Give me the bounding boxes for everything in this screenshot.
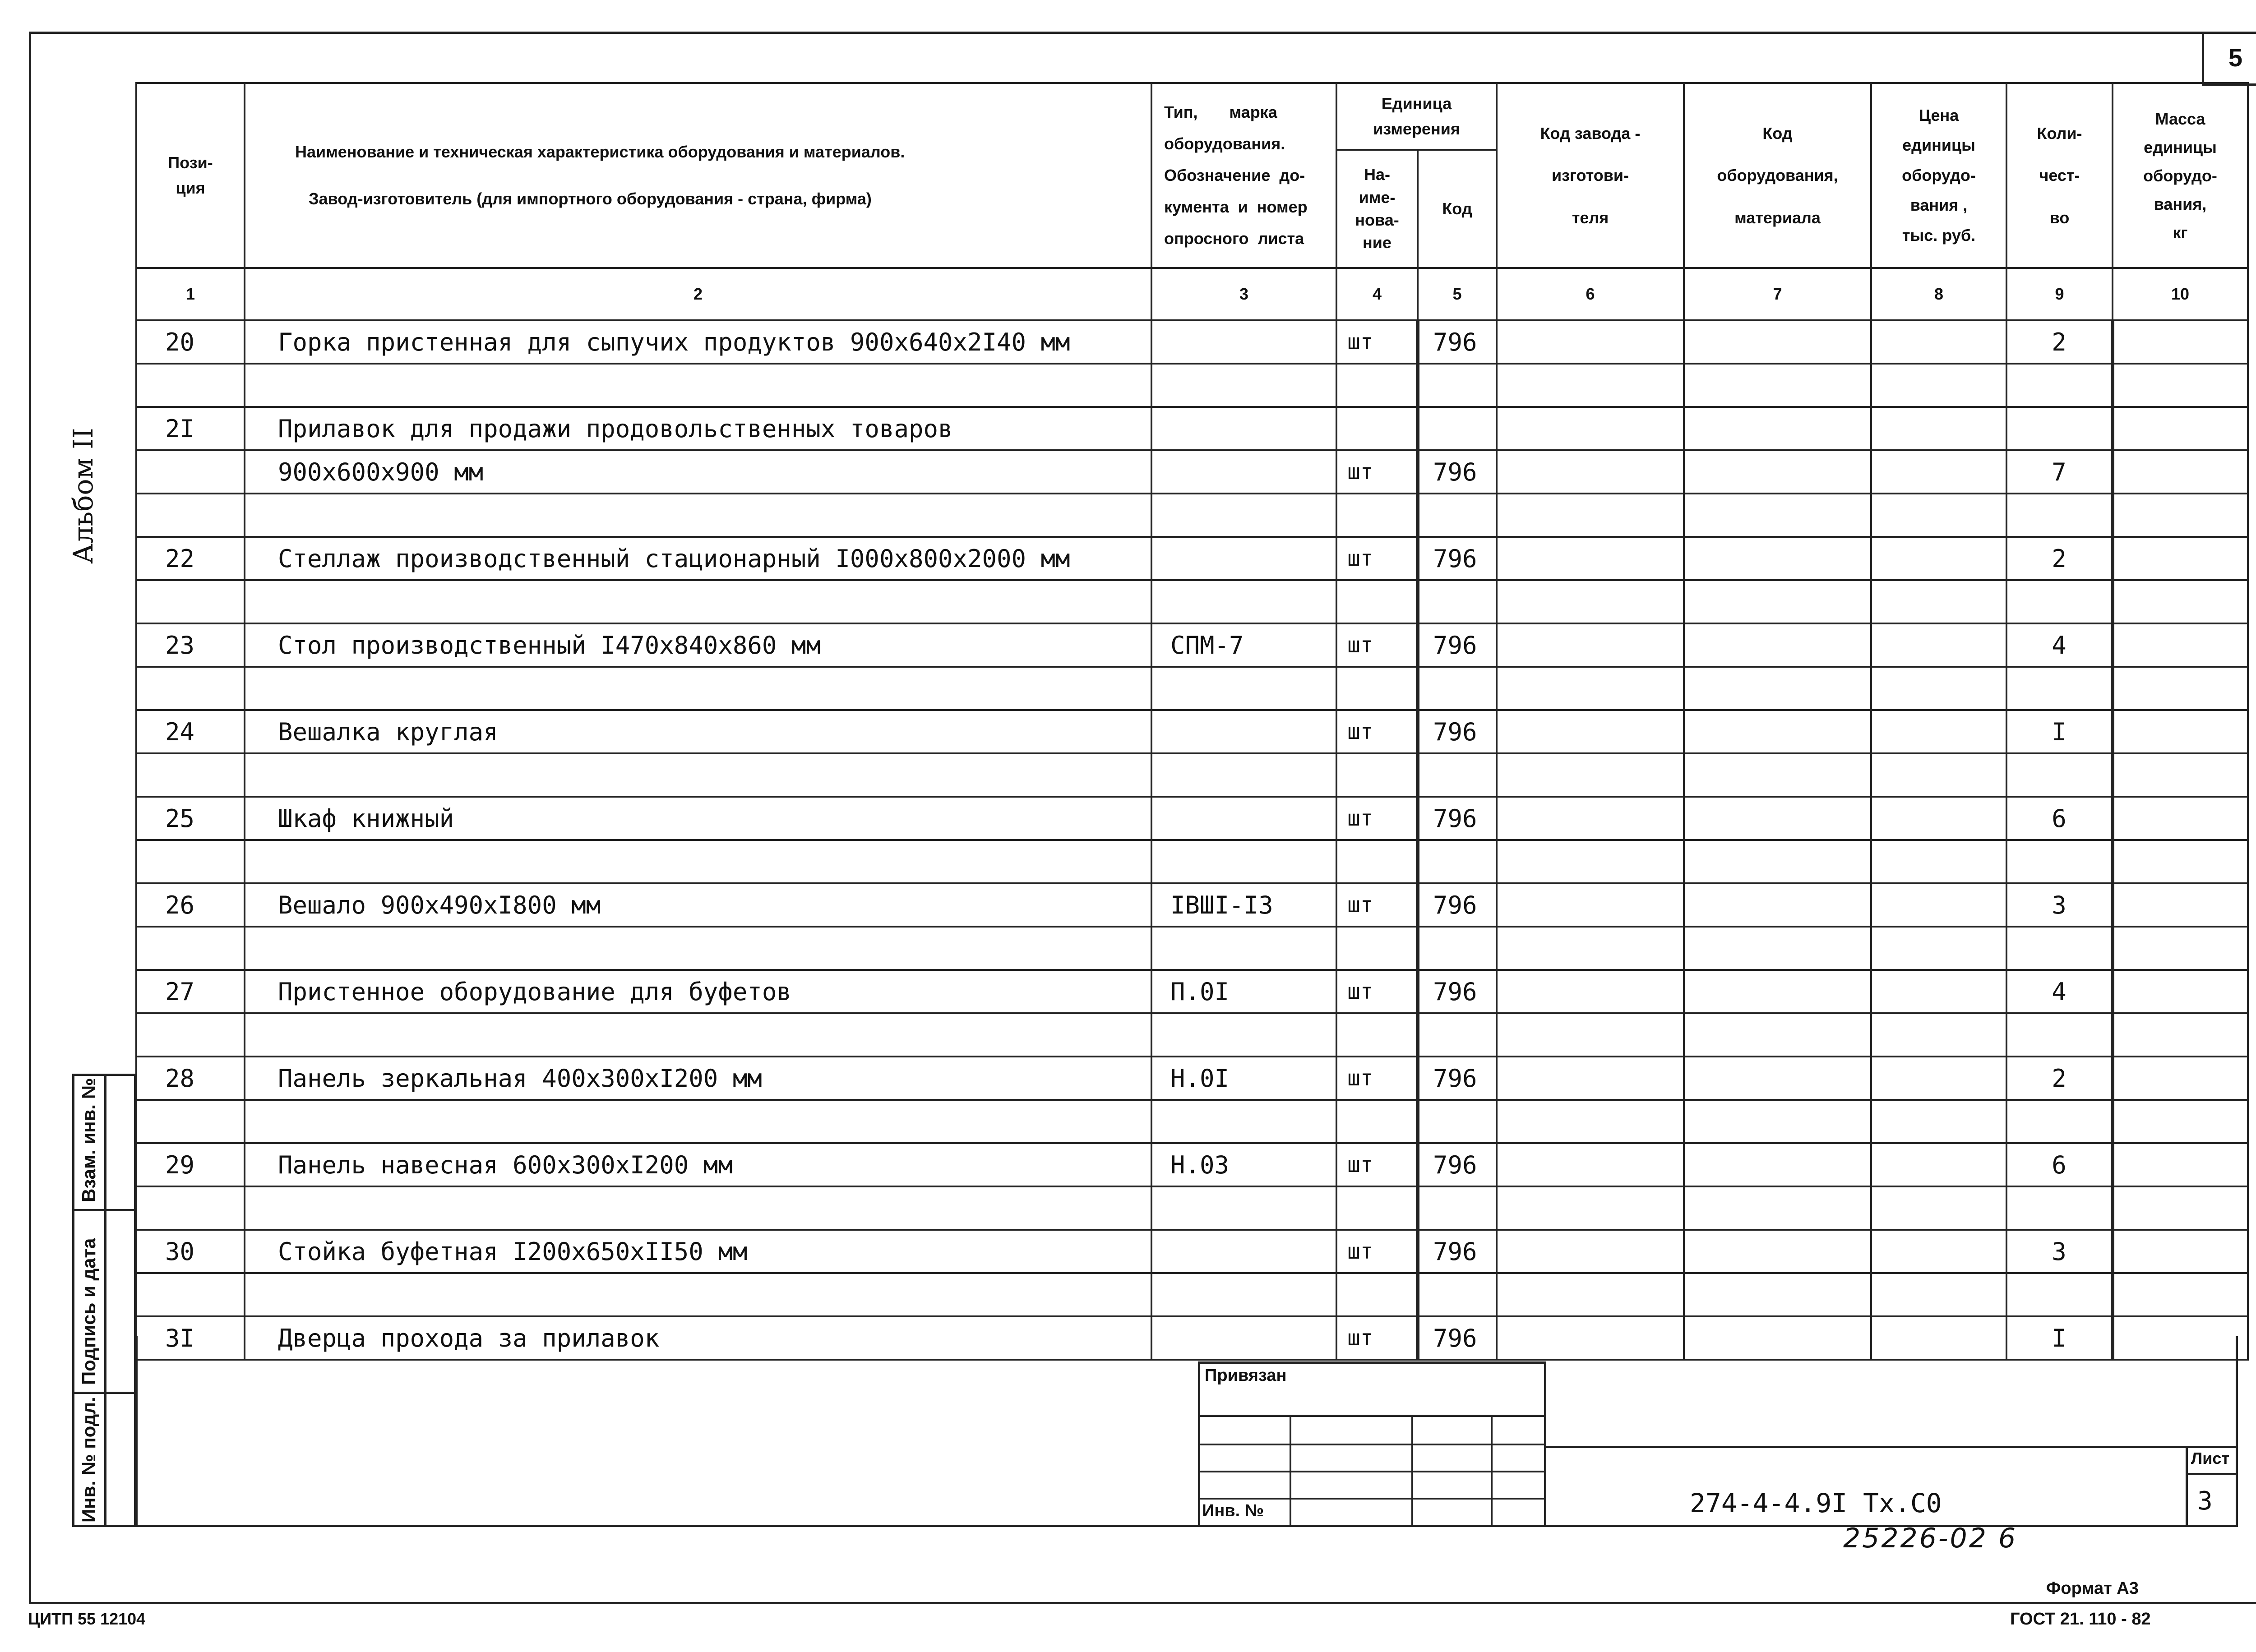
- table-row: [136, 580, 2248, 623]
- factory-code-cell: [1497, 1273, 1684, 1316]
- table-row: [136, 1100, 2248, 1143]
- position-cell: 27: [136, 970, 245, 1013]
- equipment-code-cell: [1684, 710, 1871, 753]
- unit-cell: шт: [1336, 970, 1418, 1013]
- unit-code-cell: 796: [1418, 710, 1497, 753]
- cintp-label: ЦИТП 55 12104: [28, 1610, 146, 1628]
- quantity-cell: [2006, 840, 2113, 883]
- table-row: [136, 667, 2248, 710]
- position-cell: [136, 927, 245, 970]
- type-cell: [1151, 753, 1336, 797]
- price-cell: [1871, 1057, 2006, 1100]
- price-cell: [1871, 710, 2006, 753]
- quantity-cell: [2006, 753, 2113, 797]
- unit-cell: шт: [1336, 1143, 1418, 1186]
- header-mass: Масса единицы оборудо- вания, кг: [2113, 83, 2248, 268]
- type-cell: [1151, 840, 1336, 883]
- table-row: [136, 927, 2248, 970]
- price-cell: [1871, 537, 2006, 580]
- name-cell: Шкаф книжный: [245, 797, 1151, 840]
- quantity-cell: 7: [2006, 450, 2113, 494]
- type-cell: [1151, 537, 1336, 580]
- table-row: [136, 753, 2248, 797]
- mass-cell: [2113, 1230, 2248, 1273]
- price-cell: [1871, 883, 2006, 927]
- quantity-cell: I: [2006, 710, 2113, 753]
- unit-code-cell: [1418, 364, 1497, 407]
- inv-no-label: Инв. №: [1202, 1501, 1264, 1520]
- unit-code-cell: [1418, 494, 1497, 537]
- equipment-code-cell: [1684, 450, 1871, 494]
- unit-code-cell: [1418, 1186, 1497, 1230]
- type-cell: [1151, 797, 1336, 840]
- factory-code-cell: [1497, 1057, 1684, 1100]
- factory-code-cell: [1497, 1013, 1684, 1057]
- unit-code-cell: [1418, 667, 1497, 710]
- name-cell: Панель навесная 600х300хI200 мм: [245, 1143, 1151, 1186]
- mass-cell: [2113, 1013, 2248, 1057]
- type-cell: [1151, 1230, 1336, 1273]
- quantity-cell: [2006, 1100, 2113, 1143]
- mass-cell: [2113, 710, 2248, 753]
- equipment-code-cell: [1684, 797, 1871, 840]
- name-cell: [245, 840, 1151, 883]
- equipment-code-cell: [1684, 364, 1871, 407]
- quantity-cell: 6: [2006, 1143, 2113, 1186]
- quantity-cell: 3: [2006, 1230, 2113, 1273]
- price-cell: [1871, 753, 2006, 797]
- position-cell: [136, 494, 245, 537]
- unit-code-cell: 796: [1418, 1143, 1497, 1186]
- unit-code-cell: [1418, 753, 1497, 797]
- name-cell: [245, 1013, 1151, 1057]
- position-cell: 23: [136, 623, 245, 667]
- table-row: [136, 364, 2248, 407]
- factory-code-cell: [1497, 840, 1684, 883]
- name-cell: Прилавок для продажи продовольственных товаров: [245, 407, 1151, 450]
- factory-code-cell: [1497, 450, 1684, 494]
- factory-code-cell: [1497, 1186, 1684, 1230]
- name-cell: [245, 753, 1151, 797]
- position-cell: [136, 364, 245, 407]
- position-cell: 24: [136, 710, 245, 753]
- factory-code-cell: [1497, 407, 1684, 450]
- equipment-code-cell: [1684, 840, 1871, 883]
- name-cell: Вешалка круглая: [245, 710, 1151, 753]
- quantity-cell: 2: [2006, 320, 2113, 364]
- quantity-cell: 3: [2006, 883, 2113, 927]
- price-cell: [1871, 1186, 2006, 1230]
- type-cell: [1151, 407, 1336, 450]
- position-cell: 30: [136, 1230, 245, 1273]
- header-factory-code: Код завода - изготови- теля: [1497, 83, 1684, 268]
- name-cell: Дверца прохода за прилавок: [245, 1316, 1151, 1360]
- quantity-cell: [2006, 1273, 2113, 1316]
- quantity-cell: 2: [2006, 537, 2113, 580]
- factory-code-cell: [1497, 1230, 1684, 1273]
- name-cell: Стойка буфетная I200х650хII50 мм: [245, 1230, 1151, 1273]
- position-cell: [136, 450, 245, 494]
- price-cell: [1871, 927, 2006, 970]
- equipment-code-cell: [1684, 537, 1871, 580]
- column-number-7: 7: [1684, 268, 1871, 320]
- list-label: Лист: [2191, 1449, 2230, 1467]
- name-cell: Панель зеркальная 400х300хI200 мм: [245, 1057, 1151, 1100]
- unit-code-cell: 796: [1418, 450, 1497, 494]
- type-cell: [1151, 667, 1336, 710]
- position-cell: 25: [136, 797, 245, 840]
- price-cell: [1871, 580, 2006, 623]
- name-cell: Горка пристенная для сыпучих продуктов 900х640х2I40 мм: [245, 320, 1151, 364]
- factory-code-cell: [1497, 320, 1684, 364]
- type-cell: П.0I: [1151, 970, 1336, 1013]
- unit-cell: [1336, 407, 1418, 450]
- column-number-8: 8: [1871, 268, 2006, 320]
- equipment-code-cell: [1684, 407, 1871, 450]
- equipment-code-cell: [1684, 970, 1871, 1013]
- unit-cell: шт: [1336, 710, 1418, 753]
- factory-code-cell: [1497, 494, 1684, 537]
- table-row: [136, 1143, 2248, 1186]
- mass-cell: [2113, 667, 2248, 710]
- header-quantity: Коли- чест- во: [2006, 83, 2113, 268]
- unit-code-cell: 796: [1418, 537, 1497, 580]
- factory-code-cell: [1497, 970, 1684, 1013]
- unit-code-cell: [1418, 840, 1497, 883]
- unit-cell: [1336, 753, 1418, 797]
- price-cell: [1871, 407, 2006, 450]
- vzam-inv-label: Взам. инв. №: [78, 1078, 99, 1202]
- unit-code-cell: [1418, 407, 1497, 450]
- type-cell: Н.0I: [1151, 1057, 1336, 1100]
- header-unit-name: На- име- нова- ние: [1336, 150, 1418, 268]
- unit-cell: [1336, 580, 1418, 623]
- mass-cell: [2113, 364, 2248, 407]
- header-equipment-code: Код оборудования, материала: [1684, 83, 1871, 268]
- position-cell: 29: [136, 1143, 245, 1186]
- position-cell: [136, 1100, 245, 1143]
- price-cell: [1871, 970, 2006, 1013]
- type-cell: [1151, 580, 1336, 623]
- quantity-cell: [2006, 667, 2113, 710]
- signature-date-label: Подпись и дата: [78, 1238, 99, 1385]
- price-cell: [1871, 1143, 2006, 1186]
- factory-code-cell: [1497, 364, 1684, 407]
- unit-code-cell: 796: [1418, 970, 1497, 1013]
- factory-code-cell: [1497, 1100, 1684, 1143]
- table-row: [136, 797, 2248, 840]
- column-number-4: 4: [1336, 268, 1418, 320]
- price-cell: [1871, 667, 2006, 710]
- table-row: [136, 450, 2248, 494]
- type-cell: [1151, 927, 1336, 970]
- unit-cell: шт: [1336, 1057, 1418, 1100]
- factory-code-cell: [1497, 797, 1684, 840]
- header-unit-code: Код: [1418, 150, 1497, 268]
- album-label: Альбом II: [68, 428, 99, 564]
- list-number: 3: [2197, 1486, 2213, 1516]
- equipment-code-cell: [1684, 1057, 1871, 1100]
- price-cell: [1871, 364, 2006, 407]
- price-cell: [1871, 320, 2006, 364]
- column-number-3: 3: [1151, 268, 1336, 320]
- mass-cell: [2113, 407, 2248, 450]
- name-cell: Пристенное оборудование для буфетов: [245, 970, 1151, 1013]
- position-cell: [136, 1273, 245, 1316]
- column-number-6: 6: [1497, 268, 1684, 320]
- equipment-code-cell: [1684, 927, 1871, 970]
- equipment-code-cell: [1684, 753, 1871, 797]
- equipment-code-cell: [1684, 580, 1871, 623]
- table-row: [136, 320, 2248, 364]
- table-row: [136, 407, 2248, 450]
- quantity-cell: [2006, 580, 2113, 623]
- column-number-5: 5: [1418, 268, 1497, 320]
- position-cell: 26: [136, 883, 245, 927]
- table-row: [136, 494, 2248, 537]
- name-cell: [245, 1100, 1151, 1143]
- price-cell: [1871, 623, 2006, 667]
- unit-cell: шт: [1336, 883, 1418, 927]
- unit-cell: [1336, 927, 1418, 970]
- name-cell: [245, 1273, 1151, 1316]
- unit-code-cell: 796: [1418, 883, 1497, 927]
- unit-cell: шт: [1336, 1316, 1418, 1360]
- name-cell: [245, 580, 1151, 623]
- name-cell: 900х600х900 мм: [245, 450, 1151, 494]
- factory-code-cell: [1497, 667, 1684, 710]
- mass-cell: [2113, 623, 2248, 667]
- type-cell: [1151, 1273, 1336, 1316]
- unit-cell: [1336, 1013, 1418, 1057]
- header-price: Цена единицы оборудо- вания , тыс. руб.: [1871, 83, 2006, 268]
- factory-code-cell: [1497, 537, 1684, 580]
- position-cell: 3I: [136, 1316, 245, 1360]
- table-row: [136, 537, 2248, 580]
- equipment-code-cell: [1684, 1143, 1871, 1186]
- quantity-cell: [2006, 364, 2113, 407]
- unit-cell: шт: [1336, 623, 1418, 667]
- position-cell: [136, 580, 245, 623]
- position-cell: 28: [136, 1057, 245, 1100]
- mass-cell: [2113, 537, 2248, 580]
- quantity-cell: 6: [2006, 797, 2113, 840]
- table-row: [136, 840, 2248, 883]
- column-number-2: 2: [245, 268, 1151, 320]
- table-row: [136, 623, 2248, 667]
- unit-code-cell: 796: [1418, 1230, 1497, 1273]
- table-row: [136, 710, 2248, 753]
- mass-cell: [2113, 1100, 2248, 1143]
- column-number-9: 9: [2006, 268, 2113, 320]
- position-cell: 2I: [136, 407, 245, 450]
- table-row: [136, 970, 2248, 1013]
- unit-code-cell: 796: [1418, 623, 1497, 667]
- unit-cell: шт: [1336, 320, 1418, 364]
- equipment-code-cell: [1684, 1013, 1871, 1057]
- unit-cell: [1336, 1186, 1418, 1230]
- mass-cell: [2113, 450, 2248, 494]
- price-cell: [1871, 1100, 2006, 1143]
- type-cell: IВШI-I3: [1151, 883, 1336, 927]
- mass-cell: [2113, 753, 2248, 797]
- unit-cell: шт: [1336, 450, 1418, 494]
- specification-table: [135, 82, 2249, 1361]
- unit-cell: [1336, 364, 1418, 407]
- name-cell: [245, 1186, 1151, 1230]
- position-cell: [136, 753, 245, 797]
- quantity-cell: 4: [2006, 970, 2113, 1013]
- unit-cell: [1336, 1273, 1418, 1316]
- header-position: Пози- ция: [136, 83, 245, 268]
- unit-code-cell: 796: [1418, 320, 1497, 364]
- handwritten-number: 25226-02 6: [1843, 1523, 2018, 1554]
- inv-podl-label: Инв. № подл.: [78, 1397, 99, 1523]
- factory-code-cell: [1497, 623, 1684, 667]
- header-unit: Единица измерения: [1336, 83, 1497, 150]
- quantity-cell: [2006, 927, 2113, 970]
- unit-code-cell: 796: [1418, 1316, 1497, 1360]
- factory-code-cell: [1497, 883, 1684, 927]
- column-number-10: 10: [2113, 268, 2248, 320]
- price-cell: [1871, 494, 2006, 537]
- unit-code-cell: [1418, 1013, 1497, 1057]
- table-row: [136, 1230, 2248, 1273]
- type-cell: [1151, 494, 1336, 537]
- table-row: [136, 1273, 2248, 1316]
- position-cell: [136, 1186, 245, 1230]
- type-cell: [1151, 1100, 1336, 1143]
- mass-cell: [2113, 580, 2248, 623]
- equipment-code-cell: [1684, 1273, 1871, 1316]
- equipment-code-cell: [1684, 667, 1871, 710]
- unit-cell: [1336, 494, 1418, 537]
- name-cell: [245, 667, 1151, 710]
- type-cell: Н.03: [1151, 1143, 1336, 1186]
- type-cell: [1151, 1013, 1336, 1057]
- privyazan-label: Привязан: [1205, 1366, 1287, 1385]
- quantity-cell: [2006, 1186, 2113, 1230]
- unit-code-cell: [1418, 580, 1497, 623]
- factory-code-cell: [1497, 927, 1684, 970]
- equipment-code-cell: [1684, 1100, 1871, 1143]
- unit-cell: шт: [1336, 797, 1418, 840]
- unit-cell: шт: [1336, 1230, 1418, 1273]
- mass-cell: [2113, 1186, 2248, 1230]
- position-cell: 22: [136, 537, 245, 580]
- name-cell: [245, 927, 1151, 970]
- quantity-cell: [2006, 407, 2113, 450]
- type-cell: СПМ-7: [1151, 623, 1336, 667]
- equipment-code-cell: [1684, 1186, 1871, 1230]
- mass-cell: [2113, 1057, 2248, 1100]
- mass-cell: [2113, 1143, 2248, 1186]
- unit-cell: [1336, 840, 1418, 883]
- table-row: [136, 1013, 2248, 1057]
- unit-code-cell: [1418, 927, 1497, 970]
- name-cell: [245, 494, 1151, 537]
- mass-cell: [2113, 494, 2248, 537]
- mass-cell: [2113, 1273, 2248, 1316]
- mass-cell: [2113, 970, 2248, 1013]
- price-cell: [1871, 1230, 2006, 1273]
- price-cell: [1871, 1273, 2006, 1316]
- quantity-cell: 2: [2006, 1057, 2113, 1100]
- price-cell: [1871, 1013, 2006, 1057]
- table-row: [136, 883, 2248, 927]
- type-cell: [1151, 1186, 1336, 1230]
- name-cell: Стеллаж производственный стационарный I000х800х2000 мм: [245, 537, 1151, 580]
- header-type: Тип, марка оборудования. Обозначение до- кумента и номер опросного листа: [1151, 83, 1336, 268]
- format-label: Формат А3: [2046, 1579, 2139, 1598]
- table-row: [136, 1057, 2248, 1100]
- document-code: 274-4-4.9I Тх.С0: [1690, 1488, 1942, 1518]
- quantity-cell: [2006, 494, 2113, 537]
- type-cell: [1151, 450, 1336, 494]
- factory-code-cell: [1497, 580, 1684, 623]
- column-number-1: 1: [136, 268, 245, 320]
- price-cell: [1871, 450, 2006, 494]
- factory-code-cell: [1497, 710, 1684, 753]
- unit-cell: [1336, 1100, 1418, 1143]
- mass-cell: [2113, 797, 2248, 840]
- left-stamp-strip: [72, 1074, 136, 1527]
- name-cell: [245, 364, 1151, 407]
- price-cell: [1871, 797, 2006, 840]
- equipment-code-cell: [1684, 1230, 1871, 1273]
- mass-cell: [2113, 320, 2248, 364]
- unit-cell: [1336, 667, 1418, 710]
- sheet-number: 5: [2202, 32, 2256, 86]
- type-cell: [1151, 364, 1336, 407]
- mass-cell: [2113, 927, 2248, 970]
- quantity-cell: I: [2006, 1316, 2113, 1360]
- column-numbers-row: [136, 268, 2248, 320]
- unit-code-cell: 796: [1418, 797, 1497, 840]
- position-cell: [136, 667, 245, 710]
- position-cell: [136, 1013, 245, 1057]
- quantity-cell: 4: [2006, 623, 2113, 667]
- position-cell: 20: [136, 320, 245, 364]
- equipment-code-cell: [1684, 320, 1871, 364]
- price-cell: [1871, 840, 2006, 883]
- equipment-code-cell: [1684, 883, 1871, 927]
- header-name: Наименование и техническая характеристика оборудования и материалов. Завод-изготовитель (для импортного оборудования - страна, фирма): [245, 83, 1151, 268]
- type-cell: [1151, 710, 1336, 753]
- gost-label: ГОСТ 21. 110 - 82: [2010, 1610, 2151, 1629]
- position-cell: [136, 840, 245, 883]
- unit-code-cell: [1418, 1273, 1497, 1316]
- factory-code-cell: [1497, 1143, 1684, 1186]
- unit-cell: шт: [1336, 537, 1418, 580]
- equipment-code-cell: [1684, 623, 1871, 667]
- name-cell: Вешало 900х490хI800 мм: [245, 883, 1151, 927]
- mass-cell: [2113, 840, 2248, 883]
- mass-cell: [2113, 883, 2248, 927]
- quantity-cell: [2006, 1013, 2113, 1057]
- unit-code-cell: [1418, 1100, 1497, 1143]
- type-cell: [1151, 320, 1336, 364]
- equipment-code-cell: [1684, 494, 1871, 537]
- unit-code-cell: 796: [1418, 1057, 1497, 1100]
- factory-code-cell: [1497, 753, 1684, 797]
- name-cell: Стол производственный I470х840х860 мм: [245, 623, 1151, 667]
- table-row: [136, 1186, 2248, 1230]
